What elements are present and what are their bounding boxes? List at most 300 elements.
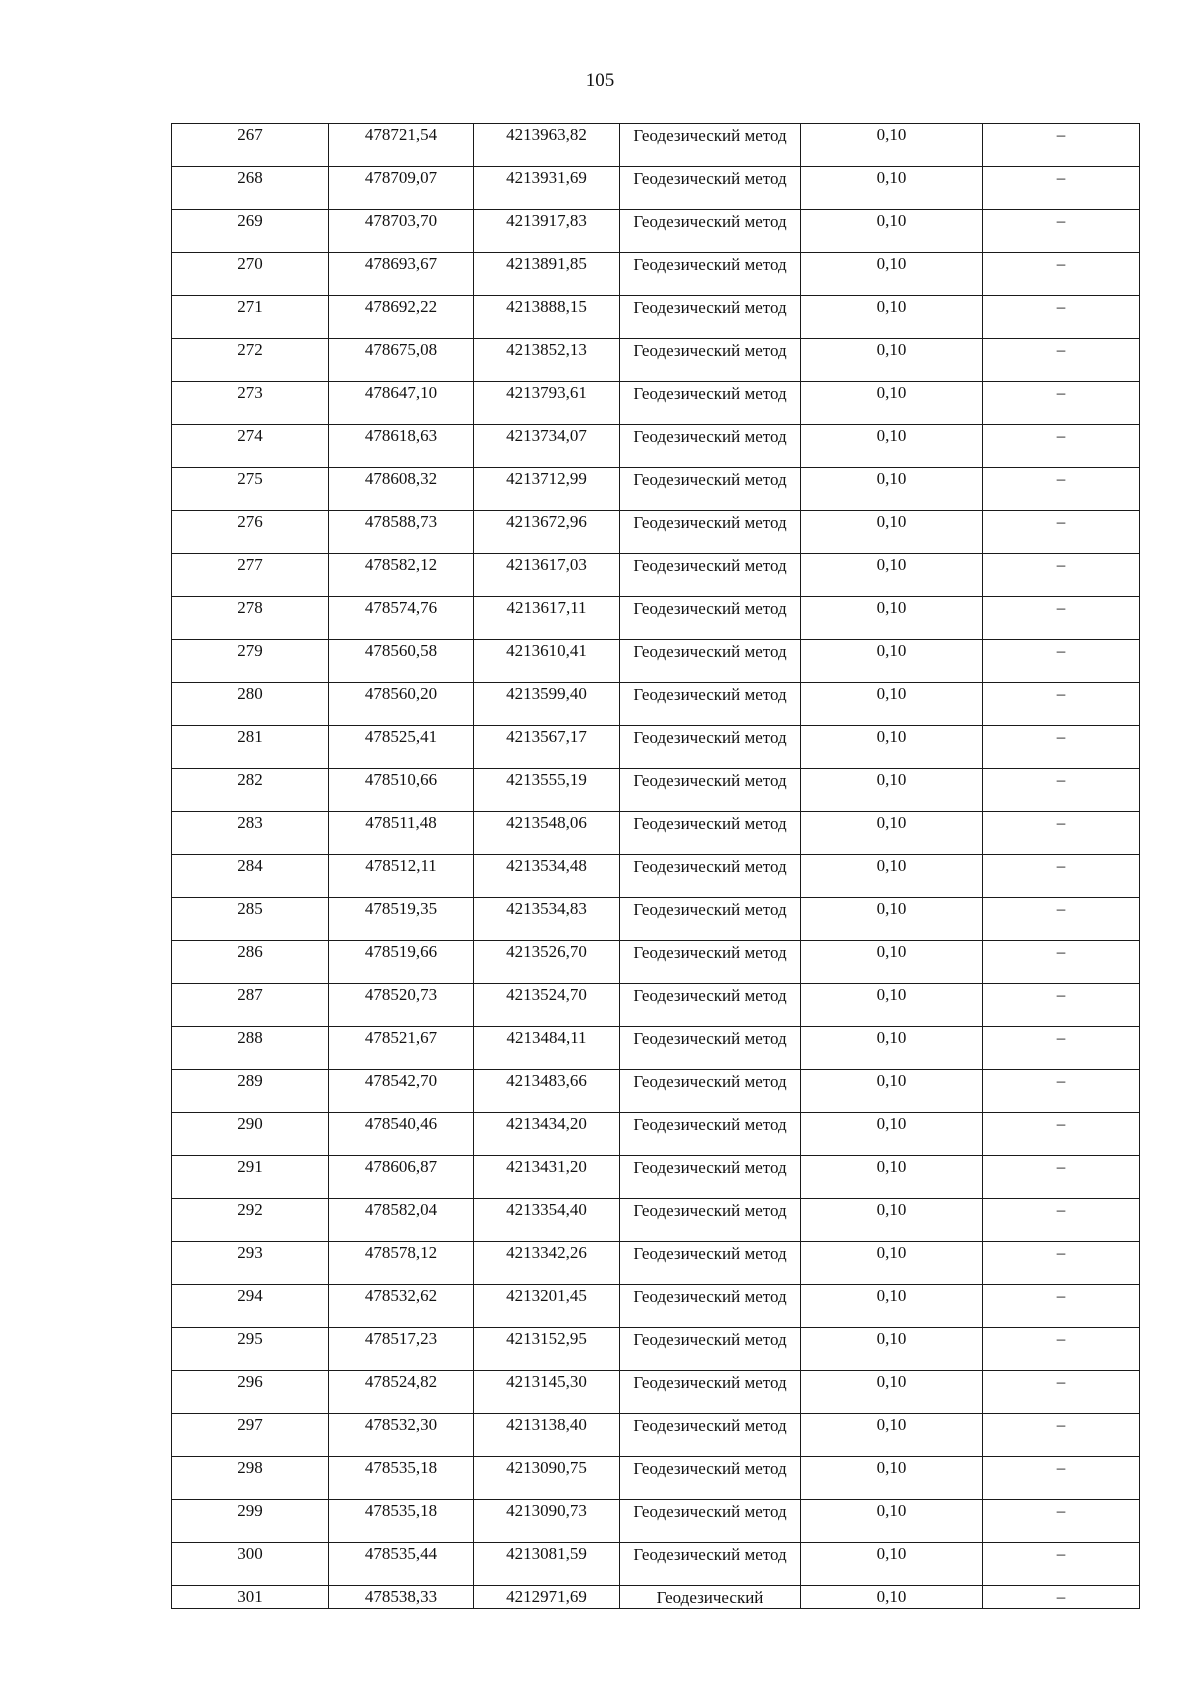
- point-number-cell-text: 281: [237, 727, 263, 746]
- note-cell-text: –: [1056, 1028, 1066, 1047]
- x-coordinate-cell-text: 478538,33: [364, 1587, 438, 1606]
- y-coordinate-cell-text: 4213526,70: [506, 942, 587, 961]
- accuracy-cell-text: 0,10: [876, 1458, 907, 1477]
- note-cell-text: –: [1056, 727, 1066, 746]
- note-cell-text: –: [1056, 383, 1066, 402]
- x-coordinate-cell: [329, 898, 474, 941]
- point-number-cell: [172, 640, 329, 683]
- y-coordinate-cell-text: 4213891,85: [506, 254, 587, 273]
- method-cell-text: Геодезический метод: [633, 1502, 787, 1521]
- y-coordinate-cell: [474, 511, 620, 554]
- accuracy-cell: [801, 769, 983, 812]
- note-cell: [983, 1070, 1140, 1113]
- note-cell-text: –: [1056, 469, 1066, 488]
- table-row: [172, 683, 1140, 726]
- accuracy-cell: [801, 597, 983, 640]
- accuracy-cell-text: 0,10: [876, 512, 907, 531]
- method-cell: [620, 167, 801, 210]
- y-coordinate-cell-text: 4213152,95: [506, 1329, 587, 1348]
- x-coordinate-cell-text: 478574,76: [364, 598, 438, 617]
- method-cell: [620, 1414, 801, 1457]
- method-cell: [620, 468, 801, 511]
- method-cell: [620, 1199, 801, 1242]
- point-number-cell-text: 279: [237, 641, 263, 660]
- y-coordinate-cell: [474, 726, 620, 769]
- accuracy-cell-text: 0,10: [876, 426, 907, 445]
- table-row: [172, 339, 1140, 382]
- method-cell-text: Геодезический метод: [633, 212, 787, 231]
- x-coordinate-cell-text: 478709,07: [364, 168, 438, 187]
- method-cell: [620, 1586, 801, 1609]
- point-number-cell: [172, 1070, 329, 1113]
- accuracy-cell-text: 0,10: [876, 254, 907, 273]
- accuracy-cell-text: 0,10: [876, 899, 907, 918]
- x-coordinate-cell: [329, 425, 474, 468]
- note-cell-text: –: [1056, 512, 1066, 531]
- accuracy-cell-text: 0,10: [876, 1587, 907, 1606]
- point-number-cell: [172, 1027, 329, 1070]
- y-coordinate-cell-text: 4213793,61: [506, 383, 587, 402]
- note-cell-text: –: [1056, 168, 1066, 187]
- method-cell-text: Геодезический метод: [633, 126, 787, 145]
- method-cell: [620, 898, 801, 941]
- method-cell: [620, 382, 801, 425]
- x-coordinate-cell: [329, 1371, 474, 1414]
- note-cell: [983, 425, 1140, 468]
- method-cell: [620, 1113, 801, 1156]
- x-coordinate-cell-text: 478560,58: [364, 641, 438, 660]
- y-coordinate-cell: [474, 984, 620, 1027]
- note-cell: [983, 683, 1140, 726]
- accuracy-cell: [801, 1070, 983, 1113]
- note-cell-text: –: [1056, 1372, 1066, 1391]
- point-number-cell-text: 284: [237, 856, 263, 875]
- point-number-cell-text: 277: [237, 555, 263, 574]
- accuracy-cell-text: 0,10: [876, 1372, 907, 1391]
- method-cell: [620, 1285, 801, 1328]
- table-row: [172, 468, 1140, 511]
- y-coordinate-cell-text: 4213081,59: [506, 1544, 587, 1563]
- note-cell: [983, 726, 1140, 769]
- y-coordinate-cell-text: 4213672,96: [506, 512, 587, 531]
- method-cell: [620, 124, 801, 167]
- x-coordinate-cell-text: 478532,62: [364, 1286, 438, 1305]
- method-cell-text: Геодезический метод: [633, 728, 787, 747]
- x-coordinate-cell-text: 478588,73: [364, 512, 438, 531]
- note-cell: [983, 640, 1140, 683]
- x-coordinate-cell-text: 478517,23: [364, 1329, 438, 1348]
- method-cell-text: Геодезический метод: [633, 1373, 787, 1392]
- point-number-cell: [172, 425, 329, 468]
- y-coordinate-cell: [474, 1027, 620, 1070]
- method-cell: [620, 210, 801, 253]
- note-cell-text: –: [1056, 125, 1066, 144]
- note-cell: [983, 511, 1140, 554]
- x-coordinate-cell-text: 478535,18: [364, 1458, 438, 1477]
- x-coordinate-cell-text: 478721,54: [364, 125, 438, 144]
- table-row: [172, 597, 1140, 640]
- method-cell-text: Геодезический метод: [633, 1459, 787, 1478]
- method-cell-text: Геодезический метод: [633, 1072, 787, 1091]
- point-number-cell-text: 274: [237, 426, 263, 445]
- point-number-cell: [172, 1285, 329, 1328]
- x-coordinate-cell-text: 478618,63: [364, 426, 438, 445]
- note-cell: [983, 382, 1140, 425]
- x-coordinate-cell: [329, 1156, 474, 1199]
- point-number-cell: [172, 1156, 329, 1199]
- accuracy-cell-text: 0,10: [876, 125, 907, 144]
- x-coordinate-cell: [329, 167, 474, 210]
- y-coordinate-cell-text: 4213917,83: [506, 211, 587, 230]
- table-row: [172, 726, 1140, 769]
- x-coordinate-cell-text: 478582,12: [364, 555, 438, 574]
- x-coordinate-cell: [329, 1242, 474, 1285]
- accuracy-cell-text: 0,10: [876, 1544, 907, 1563]
- accuracy-cell-text: 0,10: [876, 211, 907, 230]
- point-number-cell: [172, 1414, 329, 1457]
- y-coordinate-cell-text: 4213354,40: [506, 1200, 587, 1219]
- y-coordinate-cell: [474, 554, 620, 597]
- accuracy-cell: [801, 1156, 983, 1199]
- point-number-cell: [172, 1500, 329, 1543]
- x-coordinate-cell: [329, 253, 474, 296]
- accuracy-cell-text: 0,10: [876, 813, 907, 832]
- table-row: [172, 253, 1140, 296]
- note-cell: [983, 339, 1140, 382]
- y-coordinate-cell-text: 4213534,48: [506, 856, 587, 875]
- point-number-cell: [172, 554, 329, 597]
- accuracy-cell-text: 0,10: [876, 1157, 907, 1176]
- point-number-cell: [172, 1543, 329, 1586]
- method-cell-text: Геодезический метод: [633, 427, 787, 446]
- method-cell-text: Геодезический метод: [633, 1330, 787, 1349]
- point-number-cell-text: 269: [237, 211, 263, 230]
- accuracy-cell: [801, 468, 983, 511]
- x-coordinate-cell: [329, 554, 474, 597]
- method-cell: [620, 425, 801, 468]
- x-coordinate-cell-text: 478608,32: [364, 469, 438, 488]
- x-coordinate-cell: [329, 1070, 474, 1113]
- y-coordinate-cell-text: 4213963,82: [506, 125, 587, 144]
- method-cell-text: Геодезический метод: [633, 1244, 787, 1263]
- y-coordinate-cell: [474, 898, 620, 941]
- accuracy-cell: [801, 339, 983, 382]
- point-number-cell: [172, 1242, 329, 1285]
- y-coordinate-cell: [474, 210, 620, 253]
- x-coordinate-cell-text: 478521,67: [364, 1028, 438, 1047]
- x-coordinate-cell: [329, 124, 474, 167]
- accuracy-cell: [801, 1242, 983, 1285]
- x-coordinate-cell-text: 478524,82: [364, 1372, 438, 1391]
- method-cell: [620, 253, 801, 296]
- table-row: [172, 382, 1140, 425]
- point-number-cell: [172, 941, 329, 984]
- y-coordinate-cell: [474, 1156, 620, 1199]
- x-coordinate-cell: [329, 339, 474, 382]
- point-number-cell: [172, 898, 329, 941]
- point-number-cell-text: 293: [237, 1243, 263, 1262]
- note-cell: [983, 1457, 1140, 1500]
- y-coordinate-cell-text: 4213201,45: [506, 1286, 587, 1305]
- note-cell: [983, 941, 1140, 984]
- y-coordinate-cell: [474, 124, 620, 167]
- method-cell: [620, 640, 801, 683]
- note-cell: [983, 167, 1140, 210]
- table-row: [172, 1199, 1140, 1242]
- x-coordinate-cell-text: 478535,44: [364, 1544, 438, 1563]
- x-coordinate-cell-text: 478675,08: [364, 340, 438, 359]
- accuracy-cell-text: 0,10: [876, 1329, 907, 1348]
- table-row: [172, 855, 1140, 898]
- method-cell: [620, 1457, 801, 1500]
- point-number-cell-text: 272: [237, 340, 263, 359]
- accuracy-cell-text: 0,10: [876, 383, 907, 402]
- x-coordinate-cell-text: 478560,20: [364, 684, 438, 703]
- method-cell-text: Геодезический метод: [633, 771, 787, 790]
- method-cell: [620, 1500, 801, 1543]
- y-coordinate-cell: [474, 683, 620, 726]
- method-cell: [620, 1371, 801, 1414]
- x-coordinate-cell: [329, 468, 474, 511]
- x-coordinate-cell-text: 478525,41: [364, 727, 438, 746]
- note-cell-text: –: [1056, 1501, 1066, 1520]
- note-cell-text: –: [1056, 211, 1066, 230]
- y-coordinate-cell-text: 4213138,40: [506, 1415, 587, 1434]
- note-cell-text: –: [1056, 297, 1066, 316]
- accuracy-cell-text: 0,10: [876, 1071, 907, 1090]
- method-cell-text: Геодезический метод: [633, 1201, 787, 1220]
- x-coordinate-cell: [329, 1199, 474, 1242]
- y-coordinate-cell: [474, 1586, 620, 1609]
- point-number-cell-text: 300: [237, 1544, 263, 1563]
- point-number-cell-text: 292: [237, 1200, 263, 1219]
- method-cell: [620, 984, 801, 1027]
- y-coordinate-cell-text: 4213734,07: [506, 426, 587, 445]
- x-coordinate-cell-text: 478535,18: [364, 1501, 438, 1520]
- accuracy-cell: [801, 812, 983, 855]
- method-cell: [620, 597, 801, 640]
- table-row: [172, 210, 1140, 253]
- y-coordinate-cell-text: 4213434,20: [506, 1114, 587, 1133]
- point-number-cell: [172, 296, 329, 339]
- x-coordinate-cell-text: 478692,22: [364, 297, 438, 316]
- accuracy-cell: [801, 683, 983, 726]
- note-cell-text: –: [1056, 340, 1066, 359]
- accuracy-cell: [801, 1414, 983, 1457]
- x-coordinate-cell: [329, 382, 474, 425]
- x-coordinate-cell: [329, 210, 474, 253]
- x-coordinate-cell: [329, 597, 474, 640]
- note-cell: [983, 769, 1140, 812]
- y-coordinate-cell: [474, 597, 620, 640]
- method-cell: [620, 683, 801, 726]
- x-coordinate-cell: [329, 640, 474, 683]
- page-number: 105: [585, 70, 615, 91]
- note-cell-text: –: [1056, 1071, 1066, 1090]
- coordinates-table: [171, 123, 1140, 1609]
- note-cell-text: –: [1056, 1243, 1066, 1262]
- note-cell-text: –: [1056, 598, 1066, 617]
- x-coordinate-cell: [329, 855, 474, 898]
- y-coordinate-cell-text: 4213931,69: [506, 168, 587, 187]
- x-coordinate-cell: [329, 683, 474, 726]
- note-cell: [983, 1285, 1140, 1328]
- x-coordinate-cell: [329, 296, 474, 339]
- method-cell-text: Геодезический метод: [633, 1029, 787, 1048]
- accuracy-cell: [801, 124, 983, 167]
- accuracy-cell-text: 0,10: [876, 727, 907, 746]
- accuracy-cell: [801, 640, 983, 683]
- accuracy-cell: [801, 382, 983, 425]
- note-cell: [983, 1371, 1140, 1414]
- table-row: [172, 1586, 1140, 1609]
- accuracy-cell-text: 0,10: [876, 1200, 907, 1219]
- note-cell-text: –: [1056, 942, 1066, 961]
- y-coordinate-cell-text: 4213342,26: [506, 1243, 587, 1262]
- method-cell-text: Геодезический метод: [633, 1287, 787, 1306]
- table-row: [172, 1242, 1140, 1285]
- note-cell-text: –: [1056, 899, 1066, 918]
- note-cell: [983, 855, 1140, 898]
- table-row: [172, 984, 1140, 1027]
- accuracy-cell-text: 0,10: [876, 340, 907, 359]
- y-coordinate-cell-text: 4213090,75: [506, 1458, 587, 1477]
- x-coordinate-cell-text: 478703,70: [364, 211, 438, 230]
- y-coordinate-cell: [474, 1328, 620, 1371]
- method-cell: [620, 1070, 801, 1113]
- x-coordinate-cell: [329, 1586, 474, 1609]
- y-coordinate-cell: [474, 1285, 620, 1328]
- y-coordinate-cell: [474, 253, 620, 296]
- table-row: [172, 1371, 1140, 1414]
- note-cell-text: –: [1056, 813, 1066, 832]
- x-coordinate-cell-text: 478540,46: [364, 1114, 438, 1133]
- note-cell-text: –: [1056, 770, 1066, 789]
- note-cell: [983, 554, 1140, 597]
- accuracy-cell: [801, 425, 983, 468]
- point-number-cell-text: 280: [237, 684, 263, 703]
- x-coordinate-cell-text: 478519,66: [364, 942, 438, 961]
- accuracy-cell-text: 0,10: [876, 942, 907, 961]
- point-number-cell: [172, 855, 329, 898]
- accuracy-cell-text: 0,10: [876, 598, 907, 617]
- note-cell: [983, 812, 1140, 855]
- accuracy-cell-text: 0,10: [876, 168, 907, 187]
- y-coordinate-cell: [474, 382, 620, 425]
- accuracy-cell: [801, 1285, 983, 1328]
- method-cell-text: Геодезический метод: [633, 857, 787, 876]
- point-number-cell-text: 299: [237, 1501, 263, 1520]
- table-row: [172, 1285, 1140, 1328]
- table-row: [172, 1156, 1140, 1199]
- note-cell-text: –: [1056, 426, 1066, 445]
- y-coordinate-cell: [474, 1242, 620, 1285]
- x-coordinate-cell: [329, 1457, 474, 1500]
- note-cell: [983, 1543, 1140, 1586]
- accuracy-cell: [801, 1027, 983, 1070]
- y-coordinate-cell: [474, 1371, 620, 1414]
- method-cell: [620, 769, 801, 812]
- method-cell: [620, 726, 801, 769]
- x-coordinate-cell-text: 478606,87: [364, 1157, 438, 1176]
- note-cell: [983, 984, 1140, 1027]
- method-cell-text: Геодезический метод: [633, 255, 787, 274]
- y-coordinate-cell: [474, 855, 620, 898]
- table-row: [172, 296, 1140, 339]
- y-coordinate-cell: [474, 1113, 620, 1156]
- point-number-cell-text: 282: [237, 770, 263, 789]
- note-cell: [983, 1199, 1140, 1242]
- point-number-cell: [172, 511, 329, 554]
- table-row: [172, 769, 1140, 812]
- method-cell-text: Геодезический метод: [633, 599, 787, 618]
- accuracy-cell-text: 0,10: [876, 1501, 907, 1520]
- y-coordinate-cell: [474, 167, 620, 210]
- x-coordinate-cell: [329, 1543, 474, 1586]
- y-coordinate-cell-text: 4213610,41: [506, 641, 587, 660]
- y-coordinate-cell-text: 4213852,13: [506, 340, 587, 359]
- note-cell: [983, 296, 1140, 339]
- accuracy-cell: [801, 210, 983, 253]
- y-coordinate-cell-text: 4213599,40: [506, 684, 587, 703]
- table-row: [172, 1414, 1140, 1457]
- note-cell: [983, 1328, 1140, 1371]
- accuracy-cell: [801, 898, 983, 941]
- accuracy-cell-text: 0,10: [876, 641, 907, 660]
- accuracy-cell: [801, 1586, 983, 1609]
- accuracy-cell: [801, 855, 983, 898]
- point-number-cell: [172, 167, 329, 210]
- note-cell-text: –: [1056, 1544, 1066, 1563]
- coordinates-table-body: [172, 124, 1140, 1609]
- x-coordinate-cell-text: 478693,67: [364, 254, 438, 273]
- y-coordinate-cell-text: 4213090,73: [506, 1501, 587, 1520]
- point-number-cell-text: 270: [237, 254, 263, 273]
- y-coordinate-cell-text: 4213548,06: [506, 813, 587, 832]
- x-coordinate-cell: [329, 769, 474, 812]
- note-cell-text: –: [1056, 1200, 1066, 1219]
- method-cell: [620, 1156, 801, 1199]
- note-cell-text: –: [1056, 555, 1066, 574]
- x-coordinate-cell-text: 478519,35: [364, 899, 438, 918]
- y-coordinate-cell-text: 4213483,66: [506, 1071, 587, 1090]
- method-cell: [620, 339, 801, 382]
- point-number-cell-text: 289: [237, 1071, 263, 1090]
- method-cell-text: Геодезический метод: [633, 642, 787, 661]
- y-coordinate-cell: [474, 339, 620, 382]
- point-number-cell-text: 278: [237, 598, 263, 617]
- accuracy-cell: [801, 1543, 983, 1586]
- method-cell: [620, 1328, 801, 1371]
- point-number-cell: [172, 597, 329, 640]
- y-coordinate-cell-text: 4213617,11: [506, 598, 587, 617]
- method-cell: [620, 511, 801, 554]
- method-cell: [620, 941, 801, 984]
- method-cell-text: Геодезический метод: [633, 943, 787, 962]
- y-coordinate-cell-text: 4212971,69: [506, 1587, 587, 1606]
- accuracy-cell: [801, 1199, 983, 1242]
- y-coordinate-cell: [474, 1070, 620, 1113]
- note-cell-text: –: [1056, 1157, 1066, 1176]
- y-coordinate-cell: [474, 640, 620, 683]
- method-cell-text: Геодезический: [656, 1588, 764, 1607]
- point-number-cell: [172, 812, 329, 855]
- y-coordinate-cell-text: 4213888,15: [506, 297, 587, 316]
- method-cell: [620, 1027, 801, 1070]
- method-cell-text: Геодезический метод: [633, 341, 787, 360]
- y-coordinate-cell-text: 4213524,70: [506, 985, 587, 1004]
- note-cell: [983, 1242, 1140, 1285]
